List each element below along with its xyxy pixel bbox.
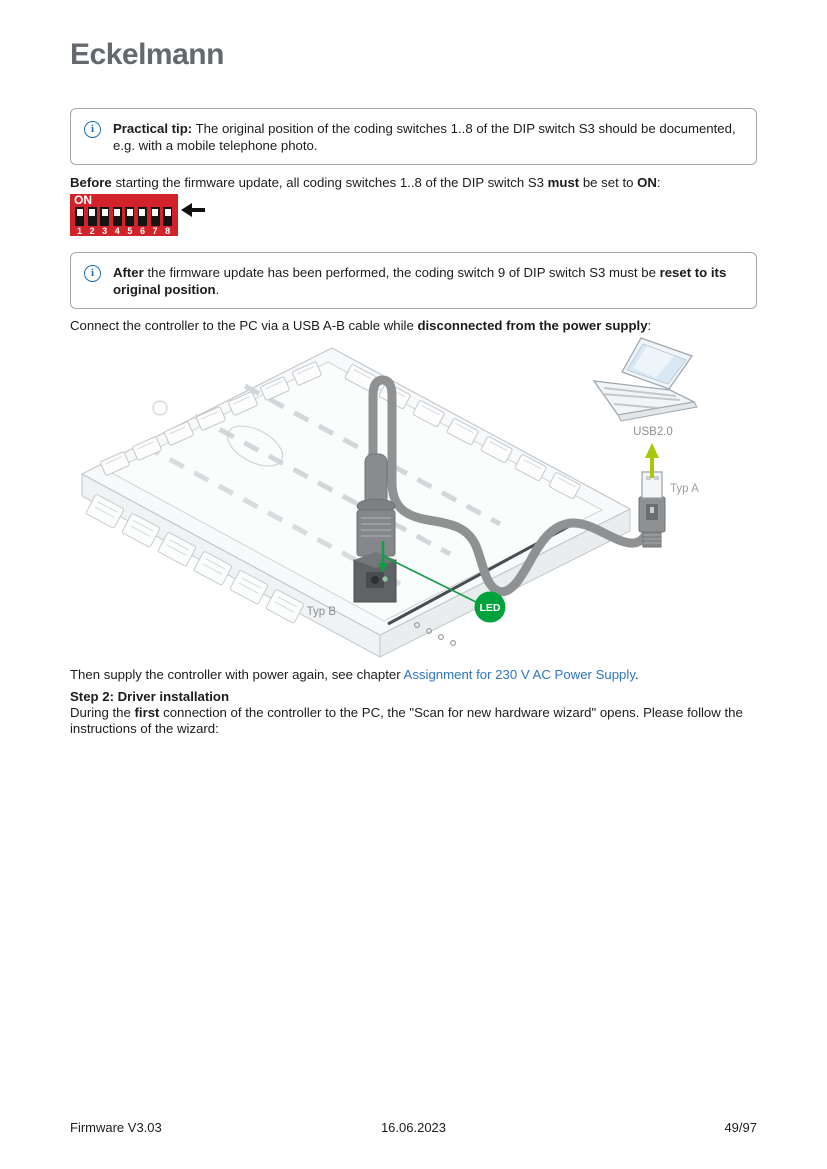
dip-number: 1 [76,226,82,236]
before-paragraph: Before starting the firmware update, all coding switches 1..8 of the DIP switch S3 must be set to ON: [70,175,661,190]
dip-number: 8 [165,226,171,236]
dip-lever [88,207,97,226]
dip-switch-s3 [70,194,178,236]
typ-a-label: Typ A [670,483,699,495]
controller-board [82,348,630,657]
dip-number: 5 [127,226,133,236]
led-badge [475,592,506,623]
typ-b-label: Typ B [306,606,336,618]
page-footer [70,1120,757,1135]
laptop [594,338,697,421]
page-content [70,0,757,737]
arrow-head [181,203,192,217]
after-tip-box [70,252,757,309]
dip-lever [125,207,134,226]
dip-lever [151,207,160,226]
dip-lever [138,207,147,226]
during-paragraph: During the first connection of the controller to the PC, the "Scan for new hardware wizard" opens. Please follow the instructions of the wizard: [70,705,743,736]
dip-number: 7 [152,226,158,236]
dip-number: 6 [139,226,145,236]
usb-connection-illustration [70,334,760,661]
info-icon: i [84,121,101,138]
dip-lever [113,207,122,226]
connect-paragraph: Connect the controller to the PC via a USB A-B cable while disconnected from the power supply: [70,318,652,333]
info-icon: i [84,265,101,282]
after-tip-text: After the firmware update has been performed, the coding switch 9 of DIP switch S3 must be reset to its original position. [113,265,727,297]
dip-lever [75,207,84,226]
usb2-label: USB2.0 [633,426,673,438]
dip-lever [163,207,172,226]
dip-number: 3 [102,226,108,236]
chapter-link[interactable]: Assignment for 230 V AC Power Supply [403,667,635,682]
dip-on-label: ON [74,193,92,207]
usb-type-a-connector [639,472,665,547]
dip-lever [100,207,109,226]
footer-page-number: 49/97 [724,1120,757,1135]
dip-numbers [75,226,172,236]
practical-tip-text: Practical tip: The original position of the coding switches 1..8 of the DIP switch S3 should be documented, e.g. with a mobile telephone photo. [113,121,736,153]
footer-version: Firmware V3.03 [70,1120,162,1135]
practical-tip-box [70,108,757,165]
dip-switch-figure [70,194,757,236]
then-paragraph: Then supply the controller with power again, see chapter Assignment for 230 V AC Power Supply. [70,667,639,682]
left-arrow-icon [181,203,205,217]
eckelmann-logo: Eckelmann [70,38,224,71]
footer-date: 16.06.2023 [380,1120,447,1135]
arrow-shaft [192,208,205,212]
dip-levers [75,207,172,226]
step2-heading: Step 2: Driver installation [70,689,230,704]
led-label: LED [479,602,501,614]
dip-number: 2 [89,226,95,236]
dip-number: 4 [114,226,120,236]
